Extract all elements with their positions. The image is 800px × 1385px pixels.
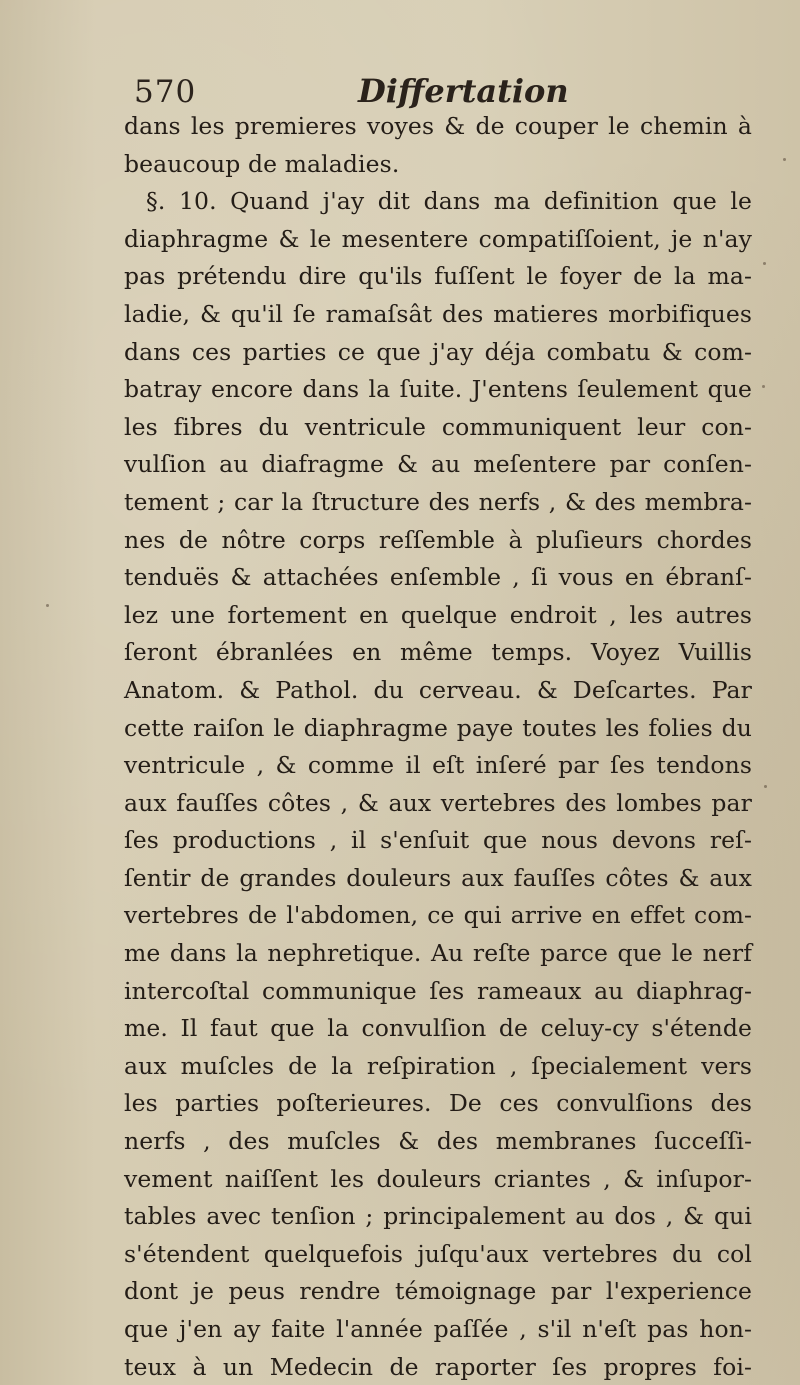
text-line: ladie, & qu'il ſe ramaſsât des matieres morbifiques	[124, 299, 752, 328]
text-line: aux muſcles de la reſpiration , ſpecialement vers	[124, 1051, 752, 1080]
text-line: vertebres de l'abdomen, ce qui arrive en effet com-	[124, 901, 752, 930]
text-line: ſentir de grandes douleurs aux fauſſes côtes & aux	[124, 863, 752, 892]
text-line: que j'en ay faite l'année paſſée , s'il n'eſt pas hon-	[124, 1315, 752, 1343]
text-line: diaphragme & le mesentere compatiſſoient, je n'ay	[124, 224, 752, 253]
page-number: 570	[134, 74, 197, 110]
paper-speck	[783, 158, 786, 161]
text-line: beaucoup de maladies.	[124, 149, 400, 178]
text-line: nes de nôtre corps reſſemble à pluſieurs chordes	[124, 525, 752, 554]
text-line: lez une fortement en quelque endroit , les autres	[124, 600, 752, 629]
text-line: vement naiſſent les douleurs criantes , & inſupor-	[124, 1164, 752, 1193]
text-line: les fibres du ventricule communiquent leur con-	[124, 412, 752, 441]
text-line: batray encore dans la ſuite. J'entens ſeulement que	[124, 375, 752, 404]
paper-speck	[762, 385, 765, 388]
text-line: dont je peus rendre témoignage par l'experience	[124, 1277, 752, 1306]
text-line: teux à un Medecin de raporter ſes propres foi-	[124, 1352, 752, 1381]
paper-speck	[764, 785, 767, 788]
text-line: les parties poſterieures. De ces convulſions des	[124, 1089, 752, 1118]
text-line: Anatom. & Pathol. du cerveau. & Deſcartes. Par	[124, 675, 752, 704]
text-line: dans les premieres voyes & de couper le chemin à	[124, 112, 752, 140]
paper-speck	[46, 604, 49, 607]
text-line: tenduës & attachées enſemble , ſi vous en ébranſ-	[124, 563, 752, 592]
text-line: aux fauſſes côtes , & aux vertebres des lombes par	[124, 788, 752, 817]
text-line: me. Il faut que la convulſion de celuy-cy s'étende	[124, 1014, 752, 1043]
text-line: vulſion au diafragme & au meſentere par conſen-	[124, 450, 752, 479]
text-line: cette raiſon le diaphragme paye toutes les folies du	[124, 713, 752, 742]
running-title: Differtation	[358, 72, 569, 110]
text-line: ventricule , & comme il eſt inſeré par ſes tendons	[124, 751, 752, 780]
text-line: nerfs , des muſcles & des membranes ſucceſſi-	[124, 1127, 752, 1156]
text-line: s'étendent quelquefois juſqu'aux vertebres du col	[124, 1239, 752, 1268]
text-line: §. 10. Quand j'ay dit dans ma definition que le	[146, 187, 752, 216]
text-line: pas prétendu dire qu'ils fuſſent le foyer de la ma-	[124, 262, 752, 291]
text-line: dans ces parties ce que j'ay déja combatu & com-	[124, 337, 752, 366]
text-line: ſes productions , il s'enſuit que nous devons reſ-	[124, 826, 752, 855]
text-line: intercoſtal communique ſes rameaux au diaphrag-	[124, 976, 752, 1005]
paper-speck	[763, 262, 766, 265]
text-line: tement ; car la ſtructure des nerfs , & des membra-	[124, 487, 752, 516]
text-line: tables avec tenſion ; principalement au dos , & qui	[124, 1202, 752, 1231]
text-line: ſeront ébranlées en même temps. Voyez Vuillis	[124, 638, 752, 667]
body-text	[124, 108, 752, 1385]
text-line: me dans la nephretique. Au reſte parce que le nerf	[124, 939, 752, 968]
